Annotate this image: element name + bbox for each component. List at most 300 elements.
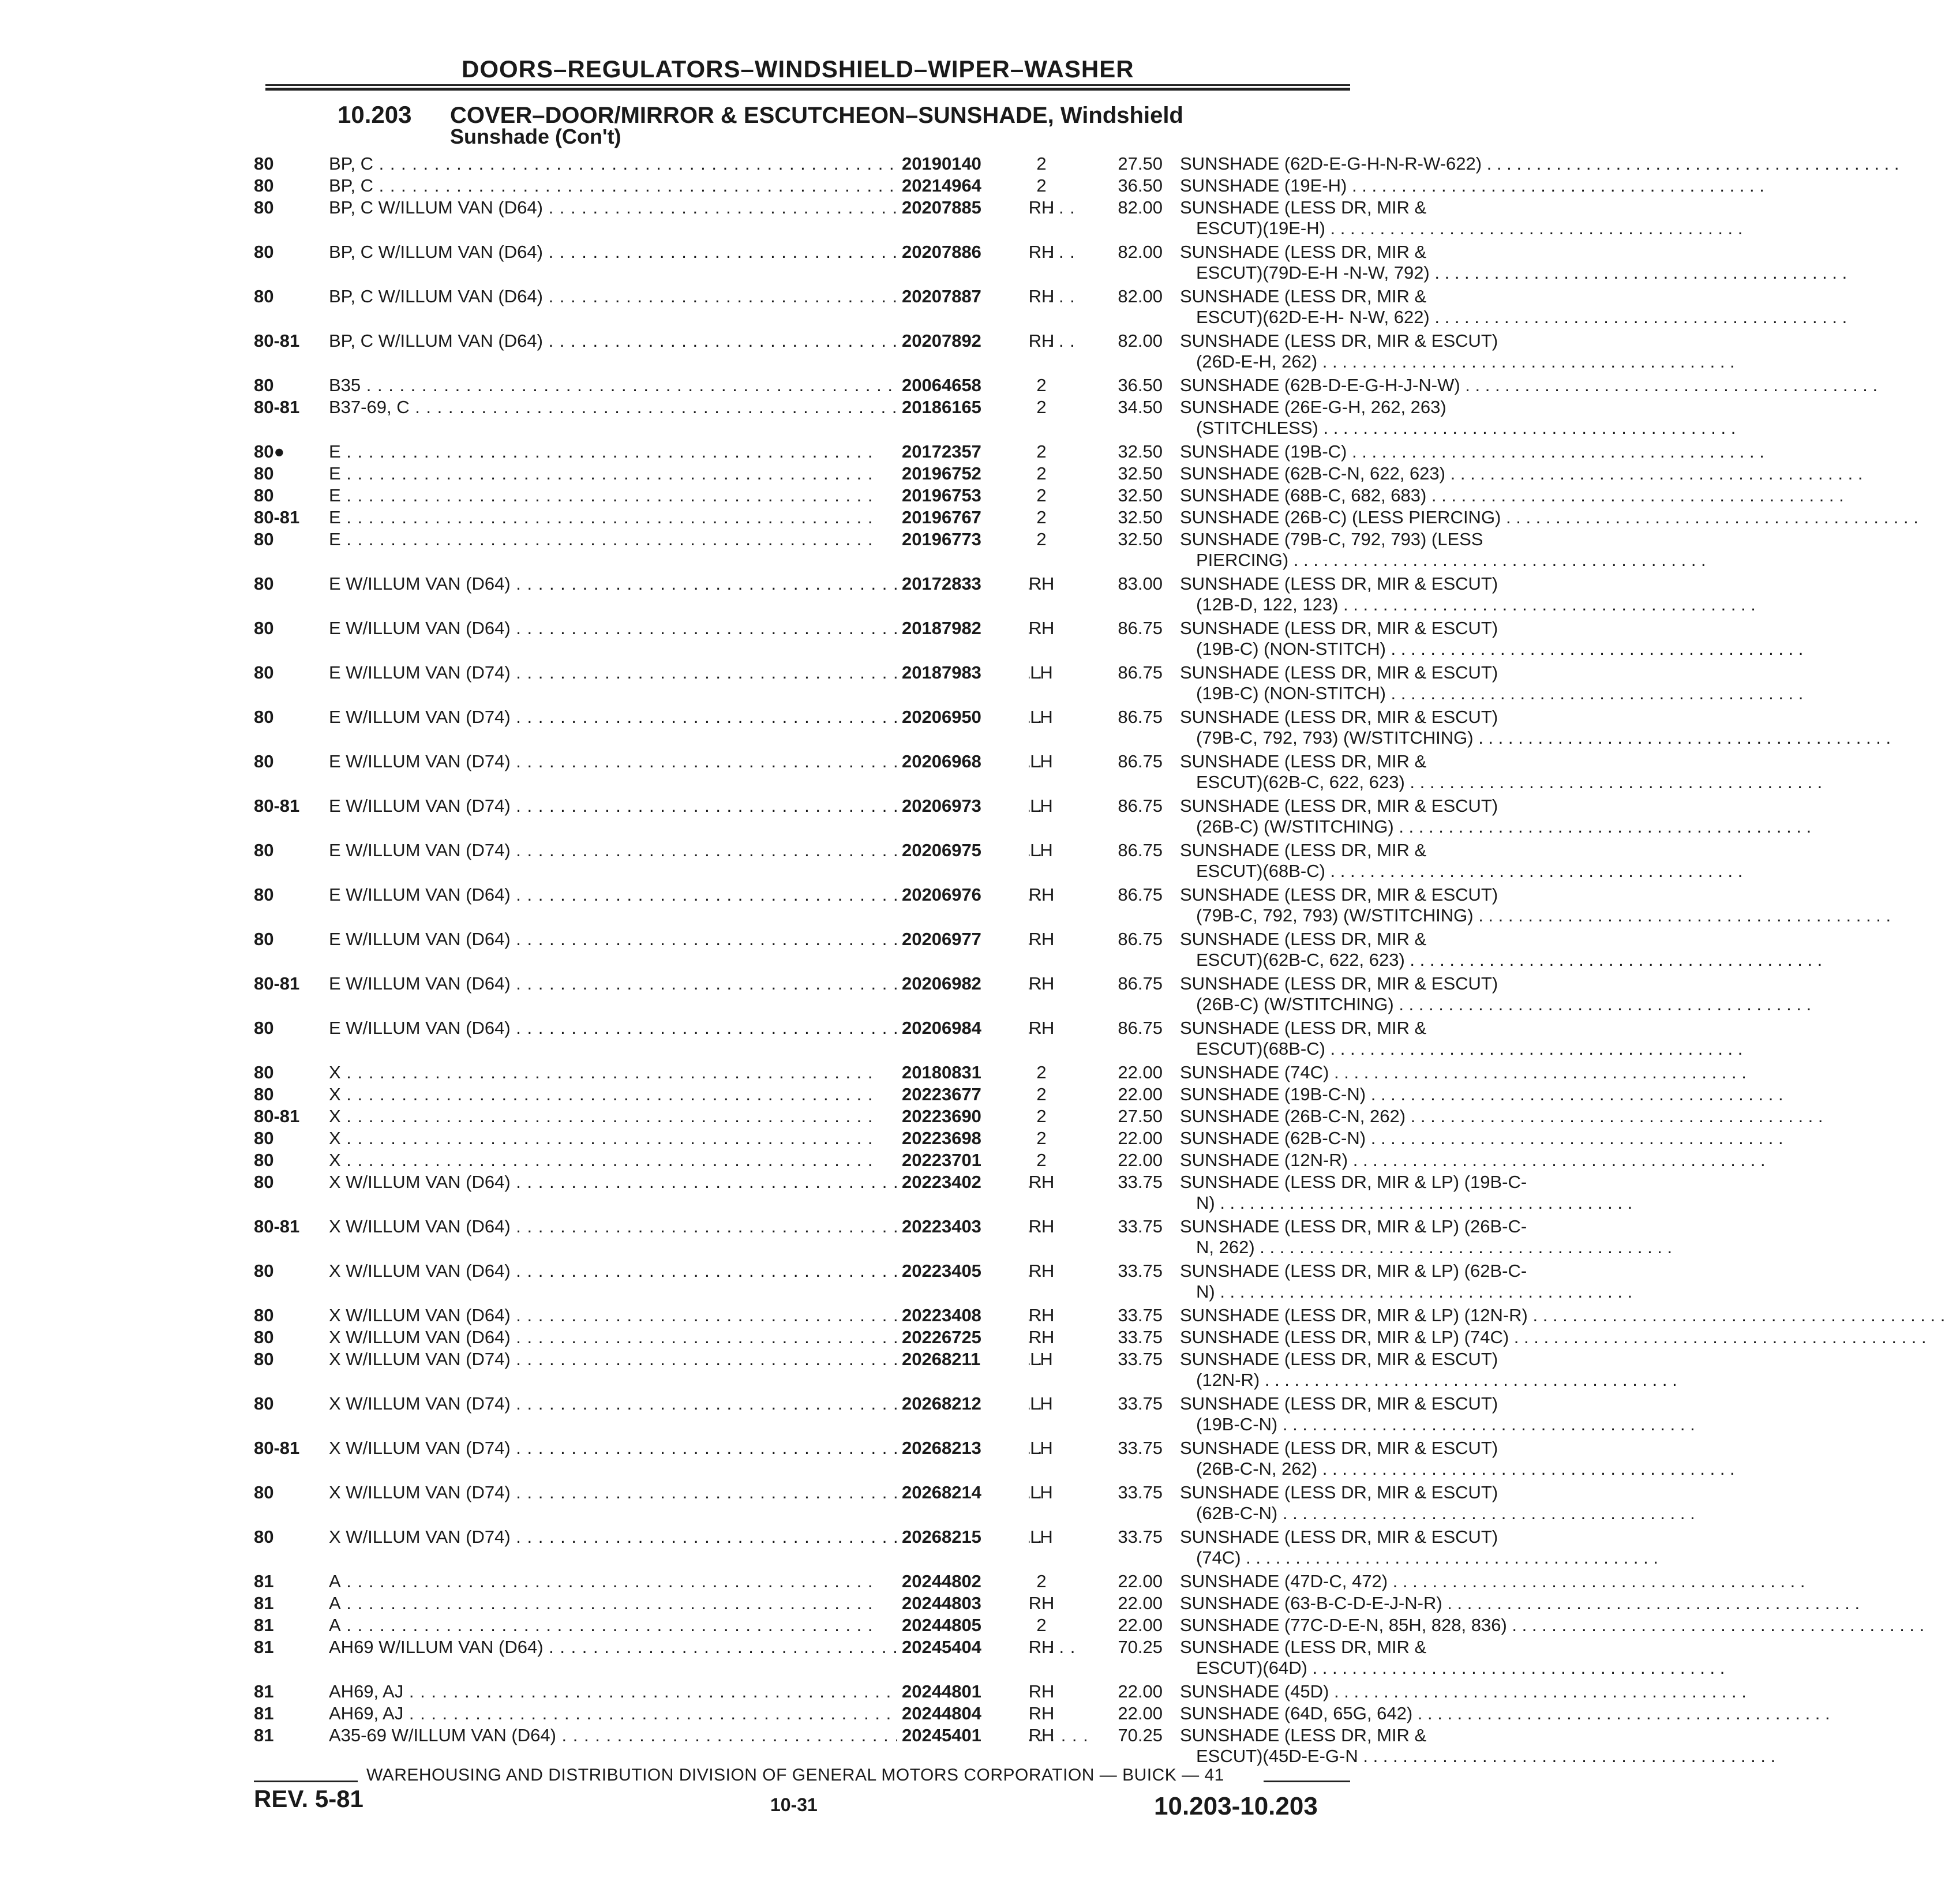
part-row: [254, 375, 1460, 396]
quantity: 2: [1036, 1062, 1047, 1082]
part-description: [1180, 1327, 1590, 1348]
description-line-2: (19B-C) (NON-STITCH) . . .: [1180, 639, 1590, 659]
part-row: [254, 175, 1350, 196]
quantity: LH: [1030, 707, 1053, 727]
part-row: [254, 197, 1427, 240]
price: 32.50: [1118, 485, 1163, 505]
part-description: [1180, 242, 1590, 283]
part-number: 20268215: [897, 1527, 1029, 1547]
model-description: X . . .: [329, 1128, 894, 1149]
part-number: 20207885: [897, 197, 1029, 218]
part-number: 20223677: [897, 1084, 1029, 1105]
model-year: 80-81: [254, 1216, 300, 1236]
part-row: [254, 574, 1498, 616]
description-line-1: SUNSHADE (62D-E-G-H-N-R-W-622) . . .: [1180, 153, 1590, 174]
part-row: [254, 1703, 1413, 1724]
description-line-1: SUNSHADE (LESS DR, MIR & LP) (19B-C-: [1180, 1172, 1527, 1192]
description-line-1: SUNSHADE (LESS DR, MIR &: [1180, 1018, 1427, 1038]
price: 22.00: [1118, 1084, 1163, 1104]
part-row: [254, 884, 1498, 927]
price: 36.50: [1118, 375, 1163, 395]
description-line-2: (19B-C-N) . . .: [1180, 1414, 1590, 1435]
model-year: 80: [254, 1393, 274, 1414]
quantity: RH: [1028, 1018, 1055, 1038]
quantity: 2: [1036, 1106, 1047, 1126]
quantity: LH: [1030, 1393, 1053, 1414]
model-description: BP, C W/ILLUM VAN (D64) . . .: [329, 242, 894, 263]
model-description: BP, C . . .: [329, 153, 894, 174]
part-description: [1180, 175, 1590, 196]
quantity: RH: [1028, 1637, 1055, 1657]
price: 86.75: [1118, 796, 1163, 816]
description-line-2: ESCUT)(19E-H) . . .: [1180, 218, 1590, 239]
model-description: X W/ILLUM VAN (D64) . . .: [329, 1305, 894, 1326]
description-line-1: SUNSHADE (45D) . . .: [1180, 1681, 1590, 1702]
description-line-2: (62B-C-N) . . .: [1180, 1503, 1590, 1524]
description-line-1: SUNSHADE (12N-R) . . .: [1180, 1150, 1590, 1171]
model-description: X W/ILLUM VAN (D74) . . .: [329, 1527, 894, 1547]
part-row: [254, 1062, 1350, 1083]
section-subtitle: Sunshade (Con't): [450, 125, 621, 148]
part-row: [254, 618, 1498, 661]
part-number: 20206976: [897, 884, 1029, 905]
part-description: [1180, 1393, 1590, 1435]
description-line-1: SUNSHADE (LESS DR, MIR &: [1180, 840, 1427, 860]
part-number: 20268213: [897, 1438, 1029, 1459]
quantity: RH: [1028, 929, 1055, 949]
part-row: [254, 1216, 1527, 1259]
description-line-1: SUNSHADE (LESS DR, MIR & ESCUT): [1180, 618, 1498, 638]
part-number: 20196753: [897, 485, 1029, 506]
quantity: LH: [1030, 840, 1053, 860]
description-line-1: SUNSHADE (LESS DR, MIR &: [1180, 929, 1427, 949]
quantity: 2: [1036, 529, 1047, 549]
description-line-2: (79B-C, 792, 793) (W/STITCHING) . . .: [1180, 905, 1590, 926]
model-year: 80-81: [254, 331, 300, 351]
part-row: [254, 463, 1445, 484]
description-line-2: (26B-C) (W/STITCHING) . . .: [1180, 994, 1590, 1015]
part-number: 20268212: [897, 1393, 1029, 1414]
description-line-1: SUNSHADE (63-B-C-D-E-J-N-R) . . .: [1180, 1593, 1590, 1614]
model-year: 80: [254, 1018, 274, 1038]
quantity: RH: [1028, 1216, 1055, 1236]
description-line-2: N, 262) . . .: [1180, 1237, 1590, 1258]
description-line-1: SUNSHADE (LESS DR, MIR & LP) (12N-R) . . .: [1180, 1305, 1590, 1326]
part-number: 20268211: [897, 1349, 1029, 1370]
description-line-2: ESCUT)(64D) . . .: [1180, 1658, 1590, 1678]
price: 33.75: [1118, 1482, 1163, 1502]
model-year: 80-81: [254, 507, 300, 527]
price: 86.75: [1118, 1018, 1163, 1038]
model-description: BP, C W/ILLUM VAN (D64) . . .: [329, 197, 894, 218]
model-year: 80: [254, 175, 274, 196]
price: 33.75: [1118, 1527, 1163, 1547]
quantity: RH: [1028, 1681, 1055, 1701]
description-line-1: SUNSHADE (LESS DR, MIR & ESCUT): [1180, 1438, 1498, 1458]
section-number: 10.203: [338, 101, 412, 128]
model-description: BP, C . . .: [329, 175, 894, 196]
model-description: X W/ILLUM VAN (D74) . . .: [329, 1438, 894, 1459]
title-rule-bold: [265, 88, 1350, 91]
price: 82.00: [1118, 197, 1163, 218]
description-line-2: ESCUT)(79D-E-H -N-W, 792) . . .: [1180, 263, 1590, 283]
parts-list: [254, 153, 1528, 1770]
quantity: RH: [1028, 242, 1055, 262]
part-number: 20206982: [897, 973, 1029, 994]
quantity: 2: [1036, 1128, 1047, 1148]
model-year: 80: [254, 242, 274, 262]
part-description: [1180, 1261, 1590, 1302]
part-row: [254, 1128, 1366, 1149]
model-description: A35-69 W/ILLUM VAN (D64) . . .: [329, 1725, 894, 1746]
model-year: 80-81: [254, 973, 300, 994]
model-year: 80-81: [254, 796, 300, 816]
page-title: DOORS–REGULATORS–WINDSHIELD–WIPER–WASHER: [462, 55, 1134, 83]
quantity: RH: [1028, 197, 1055, 218]
part-number: 20268214: [897, 1482, 1029, 1503]
description-line-1: SUNSHADE (LESS DR, MIR & LP) (62B-C-: [1180, 1261, 1527, 1281]
part-number: 20207887: [897, 286, 1029, 307]
model-year: 81: [254, 1703, 274, 1723]
model-year: 80: [254, 1527, 274, 1547]
part-row: [254, 1305, 1528, 1326]
price: 86.75: [1118, 662, 1163, 683]
model-description: X W/ILLUM VAN (D64) . . .: [329, 1172, 894, 1193]
model-year: 80: [254, 286, 274, 306]
part-number: 20187983: [897, 662, 1029, 683]
quantity: 2: [1036, 397, 1047, 417]
quantity: 2: [1036, 175, 1047, 196]
description-line-2: N) . . .: [1180, 1193, 1590, 1213]
description-line-1: SUNSHADE (68B-C, 682, 683) . . .: [1180, 485, 1590, 506]
part-description: [1180, 840, 1590, 882]
price: 70.25: [1118, 1725, 1163, 1745]
part-description: [1180, 1018, 1590, 1059]
part-number: 20223408: [897, 1305, 1029, 1326]
description-line-1: SUNSHADE (26B-C) (LESS PIERCING) . . .: [1180, 507, 1590, 528]
description-line-1: SUNSHADE (62B-D-E-G-H-J-N-W) . . .: [1180, 375, 1590, 396]
part-row: [254, 751, 1427, 794]
part-description: [1180, 397, 1590, 438]
part-number: 20190140: [897, 153, 1029, 174]
model-year: 80: [254, 485, 274, 505]
model-year: 80-81: [254, 1106, 300, 1126]
part-row: [254, 1261, 1527, 1303]
quantity: RH: [1028, 1725, 1055, 1745]
price: 22.00: [1118, 1703, 1163, 1723]
part-row: [254, 796, 1498, 838]
part-description: [1180, 153, 1590, 174]
description-line-2: (12B-D, 122, 123) . . .: [1180, 594, 1590, 615]
model-description: X . . .: [329, 1062, 894, 1083]
price: 22.00: [1118, 1128, 1163, 1148]
part-number: 20223701: [897, 1150, 1029, 1171]
model-year: 80: [254, 1349, 274, 1369]
price: 33.75: [1118, 1349, 1163, 1369]
price: 22.00: [1118, 1615, 1163, 1635]
part-number: 20223402: [897, 1172, 1029, 1193]
part-description: [1180, 1216, 1590, 1258]
part-description: [1180, 331, 1590, 372]
description-line-2: (19B-C) (NON-STITCH) . . .: [1180, 683, 1590, 704]
part-number: 20064658: [897, 375, 1029, 396]
part-number: 20206977: [897, 929, 1029, 950]
page-number: 10-31: [770, 1794, 818, 1815]
part-row: [254, 662, 1498, 705]
part-description: [1180, 463, 1590, 484]
part-description: [1180, 1128, 1590, 1149]
description-line-2: (26D-E-H, 262) . . .: [1180, 351, 1590, 372]
part-description: [1180, 1637, 1590, 1678]
model-description: E W/ILLUM VAN (D64) . . .: [329, 929, 894, 950]
quantity: RH: [1028, 618, 1055, 638]
part-row: [254, 929, 1427, 972]
model-year: 80: [254, 618, 274, 638]
quantity: 2: [1036, 441, 1047, 462]
model-description: E W/ILLUM VAN (D64) . . .: [329, 884, 894, 905]
part-row: [254, 1084, 1366, 1105]
model-year: 80: [254, 1327, 274, 1347]
part-row: [254, 840, 1427, 883]
quantity: LH: [1030, 1527, 1053, 1547]
part-description: [1180, 662, 1590, 704]
description-line-1: SUNSHADE (LESS DR, MIR &: [1180, 242, 1427, 262]
part-description: [1180, 1062, 1590, 1083]
part-number: 20196773: [897, 529, 1029, 550]
part-number: 20196767: [897, 507, 1029, 528]
model-description: E W/ILLUM VAN (D74) . . .: [329, 751, 894, 772]
price: 32.50: [1118, 441, 1163, 462]
price: 27.50: [1118, 153, 1163, 174]
part-description: [1180, 929, 1590, 970]
description-line-1: SUNSHADE (19B-C) . . .: [1180, 441, 1590, 462]
quantity: RH: [1028, 574, 1055, 594]
model-year: 81: [254, 1681, 274, 1701]
price: 86.75: [1118, 707, 1163, 727]
part-description: [1180, 707, 1590, 748]
model-year: 80●: [254, 441, 285, 462]
model-year: 80: [254, 1150, 274, 1170]
price: 33.75: [1118, 1172, 1163, 1192]
part-number: 20244805: [897, 1615, 1029, 1636]
part-row: [254, 507, 1501, 528]
description-line-2: (74C) . . .: [1180, 1547, 1590, 1568]
part-description: [1180, 441, 1590, 462]
description-line-2: (12N-R) . . .: [1180, 1370, 1590, 1390]
description-line-2: ESCUT)(45D-E-G-N . . .: [1180, 1746, 1590, 1767]
description-line-2: ESCUT)(68B-C) . . .: [1180, 861, 1590, 882]
part-number: 20223405: [897, 1261, 1029, 1281]
quantity: 2: [1036, 1084, 1047, 1104]
part-row: [254, 1327, 1509, 1348]
quantity: LH: [1030, 1482, 1053, 1502]
model-year: 80-81: [254, 1438, 300, 1458]
quantity: LH: [1030, 751, 1053, 771]
quantity: 2: [1036, 507, 1047, 527]
part-row: [254, 1527, 1498, 1569]
price: 33.75: [1118, 1438, 1163, 1458]
price: 86.75: [1118, 973, 1163, 994]
part-row: [254, 485, 1427, 506]
part-description: [1180, 1725, 1590, 1767]
description-line-1: SUNSHADE (LESS DR, MIR &: [1180, 197, 1427, 218]
part-description: [1180, 1571, 1590, 1592]
quantity: 2: [1036, 1615, 1047, 1635]
description-line-2: N) . . .: [1180, 1281, 1590, 1302]
model-year: 80: [254, 662, 274, 683]
quantity: LH: [1030, 1438, 1053, 1458]
part-number: 20180831: [897, 1062, 1029, 1083]
footer-rule-right: [1264, 1781, 1350, 1782]
part-number: 20206973: [897, 796, 1029, 816]
part-row: [254, 529, 1483, 572]
price: 33.75: [1118, 1216, 1163, 1236]
quantity: 2: [1036, 1571, 1047, 1591]
part-number: 20206950: [897, 707, 1029, 728]
description-line-1: SUNSHADE (LESS DR, MIR & ESCUT): [1180, 973, 1498, 994]
model-description: E W/ILLUM VAN (D74) . . .: [329, 796, 894, 816]
model-year: 80: [254, 197, 274, 218]
description-line-1: SUNSHADE (26E-G-H, 262, 263): [1180, 397, 1446, 417]
model-year: 80: [254, 1172, 274, 1192]
model-year: 80: [254, 751, 274, 771]
price: 86.75: [1118, 929, 1163, 949]
model-description: E W/ILLUM VAN (D64) . . .: [329, 574, 894, 594]
model-description: E . . .: [329, 441, 894, 462]
price: 82.00: [1118, 286, 1163, 306]
part-row: [254, 286, 1430, 329]
model-description: E W/ILLUM VAN (D64) . . .: [329, 1018, 894, 1039]
part-description: [1180, 1438, 1590, 1479]
description-line-1: SUNSHADE (LESS DR, MIR & ESCUT): [1180, 574, 1498, 594]
footer-division-text: WAREHOUSING AND DISTRIBUTION DIVISION OF GENERAL MOTORS CORPORATION — BUICK — 41: [366, 1766, 1224, 1785]
model-description: B35 . . .: [329, 375, 894, 396]
model-year: 80: [254, 1261, 274, 1281]
model-description: BP, C W/ILLUM VAN (D64) . . .: [329, 286, 894, 307]
model-year: 80: [254, 1084, 274, 1104]
description-line-1: SUNSHADE (77C-D-E-N, 85H, 828, 836) . . .: [1180, 1615, 1590, 1636]
part-row: [254, 1172, 1527, 1215]
part-number: 20245401: [897, 1725, 1029, 1746]
quantity: RH: [1028, 973, 1055, 994]
model-year: 81: [254, 1571, 274, 1591]
description-line-1: SUNSHADE (74C) . . .: [1180, 1062, 1590, 1083]
part-row: [254, 1106, 1406, 1127]
part-description: [1180, 1349, 1590, 1390]
part-description: [1180, 884, 1590, 926]
model-description: X W/ILLUM VAN (D64) . . .: [329, 1327, 894, 1348]
price: 86.75: [1118, 884, 1163, 905]
model-description: E . . .: [329, 463, 894, 484]
part-number: 20244803: [897, 1593, 1029, 1614]
description-line-1: SUNSHADE (LESS DR, MIR & ESCUT): [1180, 796, 1498, 816]
part-row: [254, 707, 1498, 749]
part-description: [1180, 574, 1590, 615]
model-year: 81: [254, 1637, 274, 1657]
model-year: 80-81: [254, 397, 300, 417]
model-year: 80: [254, 707, 274, 727]
part-number: 20206984: [897, 1018, 1029, 1039]
model-year: 81: [254, 1725, 274, 1745]
description-line-2: ESCUT)(62B-C, 622, 623) . . .: [1180, 950, 1590, 970]
description-line-2: PIERCING) . . .: [1180, 550, 1590, 571]
model-year: 80: [254, 929, 274, 949]
quantity: 2: [1036, 485, 1047, 505]
description-line-1: SUNSHADE (79B-C, 792, 793) (LESS: [1180, 529, 1483, 549]
model-description: E W/ILLUM VAN (D64) . . .: [329, 618, 894, 639]
price: 32.50: [1118, 463, 1163, 484]
part-number: 20196752: [897, 463, 1029, 484]
quantity: RH: [1028, 1261, 1055, 1281]
quantity: RH: [1028, 1327, 1055, 1347]
part-description: [1180, 1681, 1590, 1702]
part-number: 20223403: [897, 1216, 1029, 1237]
model-description: E W/ILLUM VAN (D74) . . .: [329, 840, 894, 861]
part-description: [1180, 1482, 1590, 1524]
part-row: [254, 1571, 1388, 1592]
description-line-1: SUNSHADE (LESS DR, MIR &: [1180, 286, 1427, 306]
model-description: X W/ILLUM VAN (D74) . . .: [329, 1349, 894, 1370]
part-description: [1180, 529, 1590, 571]
model-description: E W/ILLUM VAN (D74) . . .: [329, 707, 894, 728]
description-line-1: SUNSHADE (LESS DR, MIR & ESCUT): [1180, 662, 1498, 683]
part-description: [1180, 751, 1590, 793]
part-description: [1180, 197, 1590, 239]
description-line-1: SUNSHADE (LESS DR, MIR & LP) (74C) . . .: [1180, 1327, 1590, 1348]
model-year: 80: [254, 375, 274, 395]
price: 22.00: [1118, 1593, 1163, 1613]
model-year: 80: [254, 463, 274, 484]
part-description: [1180, 507, 1590, 528]
part-description: [1180, 286, 1590, 328]
description-line-1: SUNSHADE (LESS DR, MIR & ESCUT): [1180, 1482, 1498, 1502]
description-line-1: SUNSHADE (62B-C-N) . . .: [1180, 1128, 1590, 1149]
description-line-1: SUNSHADE (LESS DR, MIR & LP) (26B-C-: [1180, 1216, 1527, 1236]
part-number: 20223690: [897, 1106, 1029, 1127]
model-description: B37-69, C . . .: [329, 397, 894, 418]
part-number: 20223698: [897, 1128, 1029, 1149]
part-number: 20214964: [897, 175, 1029, 196]
part-number: 20186165: [897, 397, 1029, 418]
part-row: [254, 397, 1446, 440]
price: 33.75: [1118, 1305, 1163, 1325]
model-description: E . . .: [329, 507, 894, 528]
quantity: RH: [1028, 1703, 1055, 1723]
model-year: 80: [254, 1482, 274, 1502]
model-description: X . . .: [329, 1084, 894, 1105]
part-description: [1180, 1305, 1590, 1326]
model-description: X . . .: [329, 1150, 894, 1171]
quantity: LH: [1030, 796, 1053, 816]
price: 86.75: [1118, 751, 1163, 771]
model-year: 80: [254, 529, 274, 549]
description-line-1: SUNSHADE (LESS DR, MIR & ESCUT): [1180, 1527, 1498, 1547]
model-year: 80: [254, 574, 274, 594]
part-number: 20206968: [897, 751, 1029, 772]
quantity: RH: [1028, 1172, 1055, 1192]
part-number: 20172357: [897, 441, 1029, 462]
model-year: 80: [254, 1062, 274, 1082]
model-description: A . . .: [329, 1571, 894, 1592]
price: 22.00: [1118, 1681, 1163, 1701]
price: 27.50: [1118, 1106, 1163, 1126]
model-year: 80: [254, 1305, 274, 1325]
part-description: [1180, 1593, 1590, 1614]
part-number: 20244804: [897, 1703, 1029, 1724]
price: 36.50: [1118, 175, 1163, 196]
section-title: COVER–DOOR/MIRROR & ESCUTCHEON–SUNSHADE, Windshield: [450, 103, 1183, 128]
price: 83.00: [1118, 574, 1163, 594]
